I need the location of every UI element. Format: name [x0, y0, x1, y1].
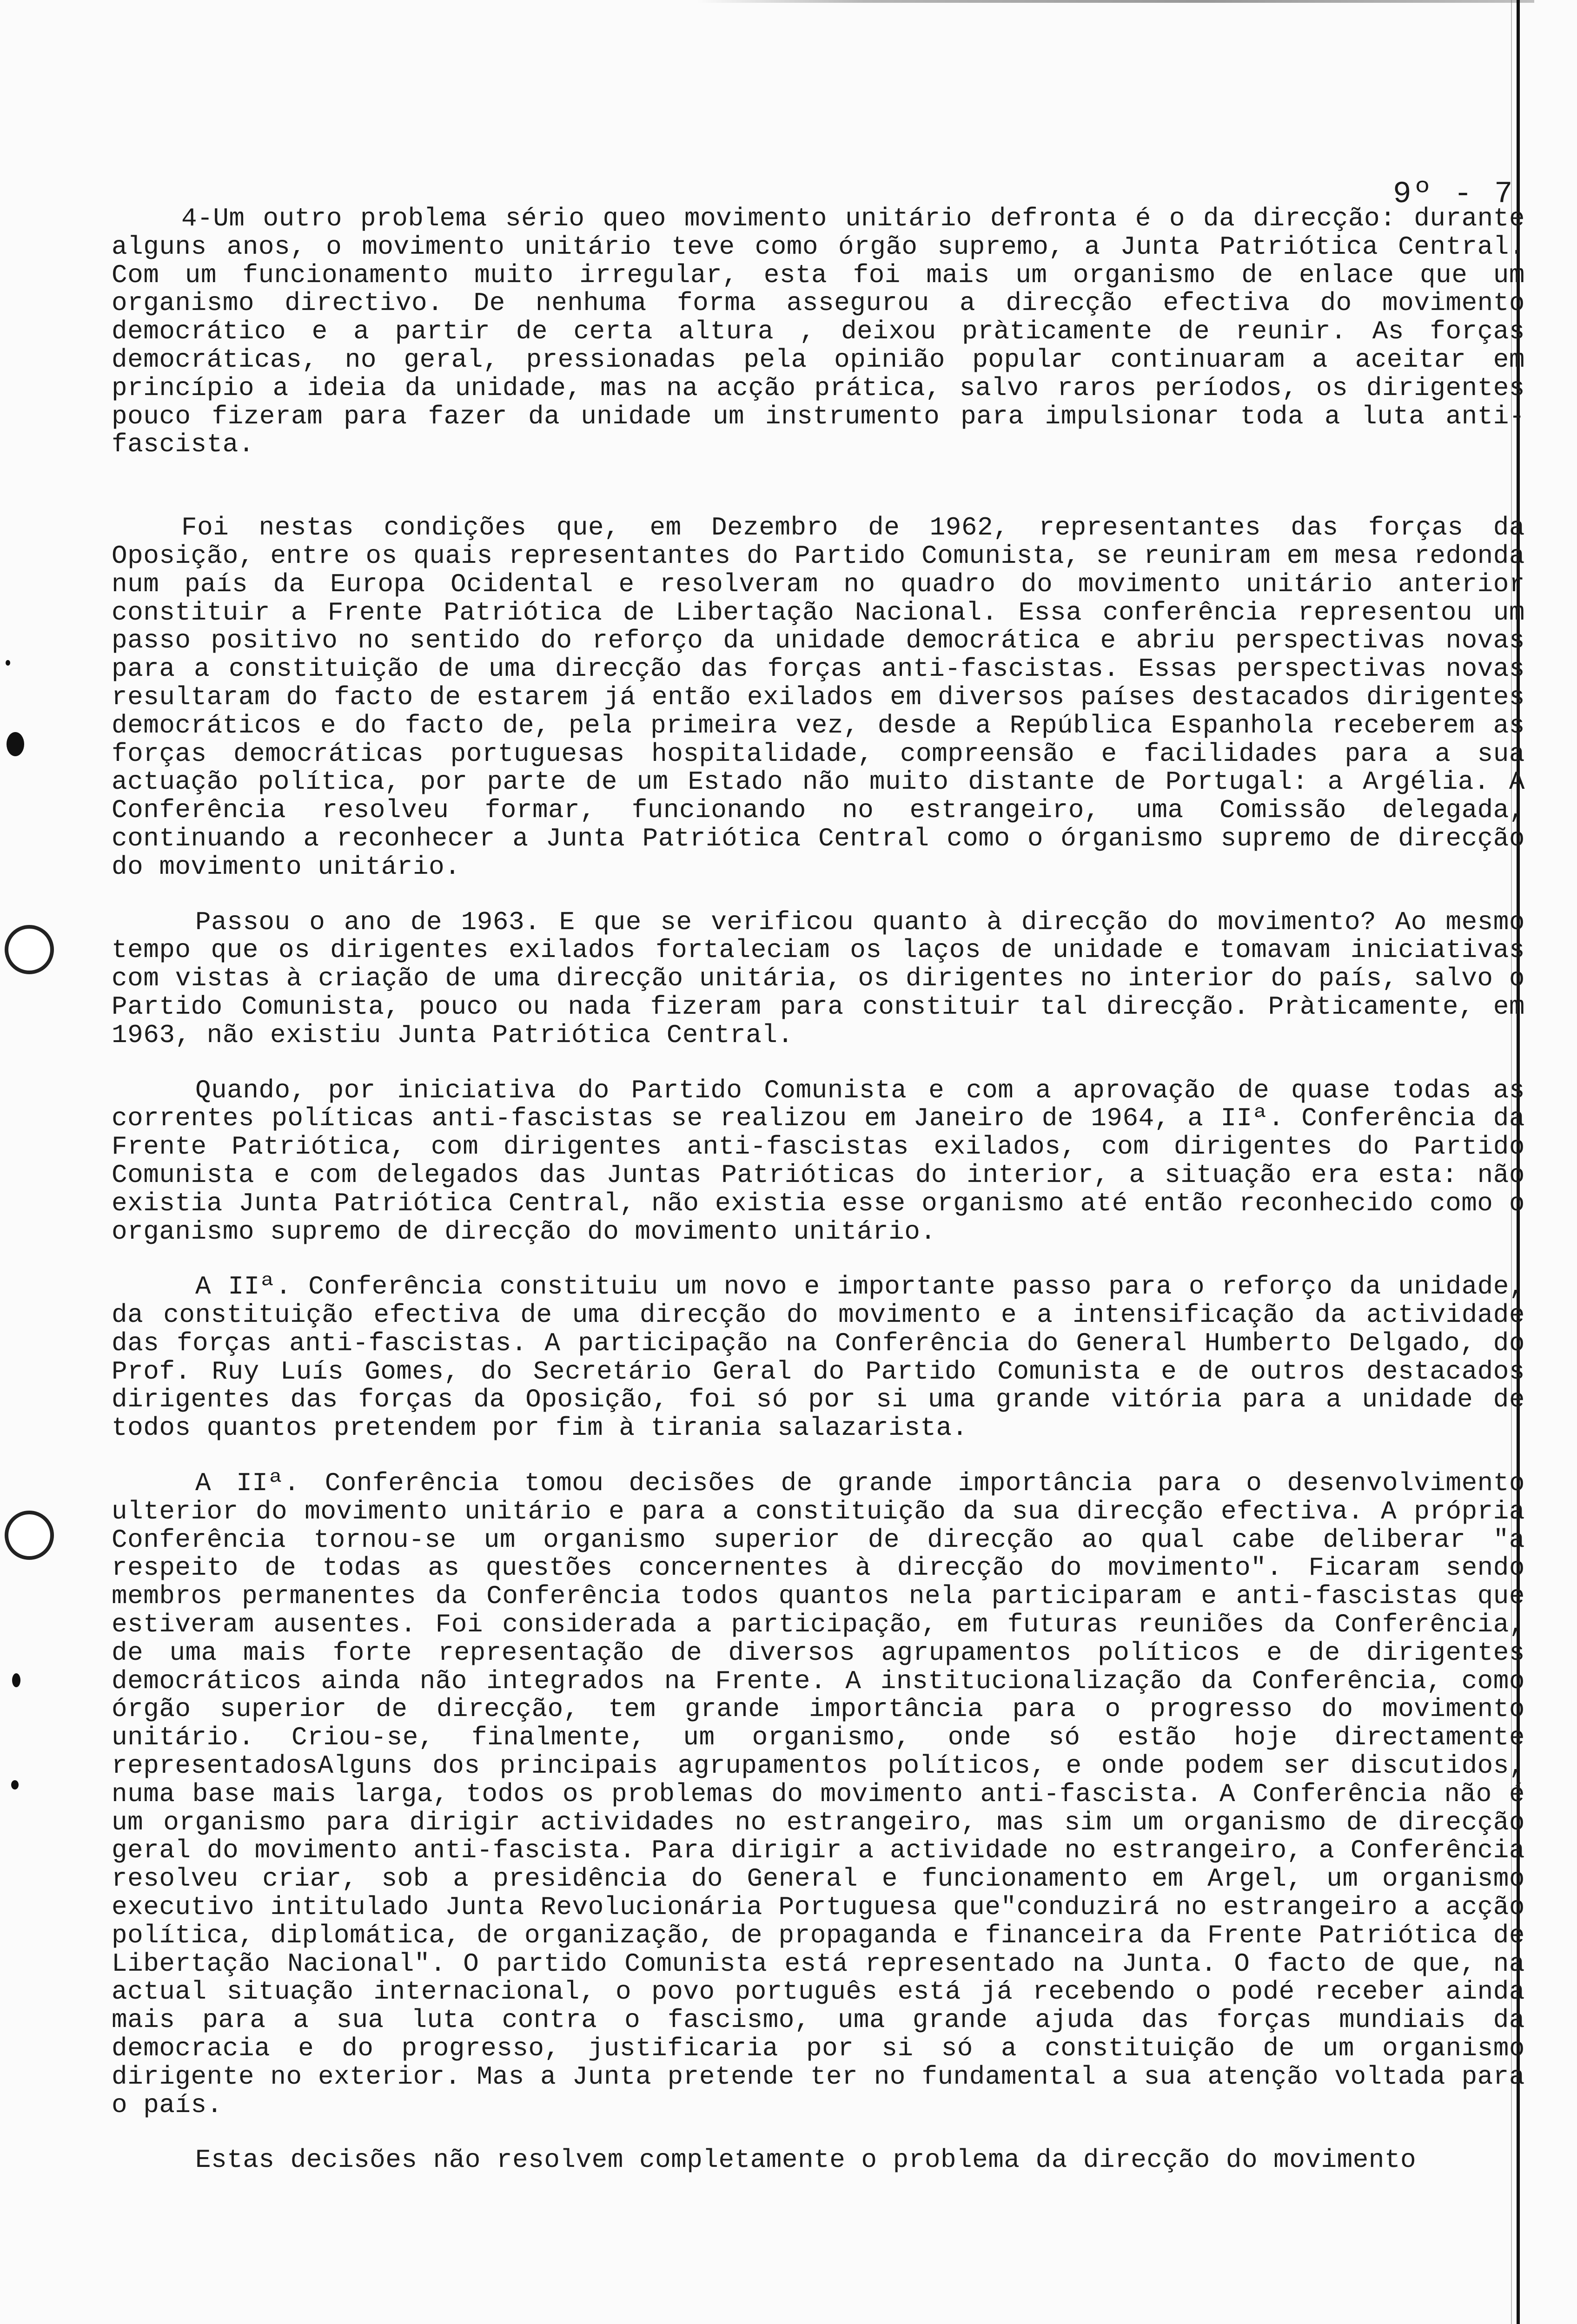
paragraph-text: Quando, por iniciativa do Partido Comunista e com a aprovação de quase todas as correntes políticas anti-fascistas se realizou em Janeiro de 1964, a IIª. Conferência da Frente Patriótica, com dirigentes anti-fascistas exilados, com dirigentes do Partido Comunista e com delegados das Juntas Patrióticas do interior, a situação era esta: não existia Junta Patriótica Central, não existia esse organismo até então reconhecido como o organismo supremo de direcção do movimento unitário.: [112, 1075, 1525, 1247]
binder-hole-icon: [5, 925, 54, 974]
paragraph: [112, 1076, 1525, 1246]
paragraph-text: Foi nestas condições que, em Dezembro de 1962, representantes das forças da Oposição, entre os quais representantes do Partido Comunista, se reuniram em mesa redonda num país da Europa Ocidental e resolveram no quadro do movimento unitário anterior constituir a Frente Patriótica de Libertação Nacional. Essa conferência representou um passo positivo no sentido do reforço da unidade democrática e abriu perspectivas novas para a constituição de uma direcção das forças anti-fascistas. Essas perspectivas novas resultaram do facto de estarem já então exilados em diversos países destacados dirigentes democráticos e do facto de, pela primeira vez, desde a República Espanhola receberem as forças democráticas portuguesas hospitalidade, compreensão e facilidades para a sua actuação política, por parte de um Estado não muito distante de Portugal: a Argélia. A Conferência resolveu formar, funcionando no estrangeiro, uma Comissão delegada, continuando a reconhecer a Junta Patriótica Central como o órganismo supremo de direcção do movimento unitário.: [112, 513, 1525, 882]
binder-hole-icon: [5, 1511, 54, 1560]
paragraph-text: 4-Um outro problema sério queo movimento unitário defronta é o da direcção: durante alguns anos, o movimento unitário teve como órgão supremo, a Junta Patriótica Central. Com um funcionamento muito irregular, esta foi mais um organismo de enlace que um organismo directivo. De nenhuma forma assegurou a direcção efectiva do movimento democrático e a partir de certa altura , deixou pràticamente de reunir. As forças democráticas, no geral, pressionadas pela opinião popular continuaram a aceitar em princípio a ideia da unidade, mas na acção prática, salvo raros períodos, os dirigentes pouco fizeram para fazer da unidade um instrumento para impulsionar toda a luta anti-fascista.: [112, 204, 1525, 460]
ink-mark-icon: [7, 732, 24, 756]
ink-mark-icon: [12, 1673, 20, 1687]
document-body: [112, 205, 1525, 2174]
ink-mark-icon: [6, 660, 10, 666]
paragraph: [112, 1273, 1525, 1442]
paragraph-text: A IIª. Conferência tomou decisões de grande importância para o desenvolvimento ulterior do movimento unitário e para a constituição da sua direcção efectiva. A própria Conferência tornou-se um organismo superior de direcção ao qual cabe deliberar "a respeito de todas as questões concernentes à direcção do movimento". Ficaram sendo membros permanentes da Conferência todos quantos nela participaram e anti-fascistas que estiveram ausentes. Foi considerada a participação, em futuras reuniões da Conferência, de uma mais forte representação de diversos agrupamentos políticos e de dirigentes democráticos ainda não integrados na Frente. A institucionalização da Conferência, como órgão superior de direcção, tem grande importância para o progresso do movimento unitário. Criou-se, finalmente, um organismo, onde só estão hoje directamente representadosAlguns dos principais agrupamentos políticos, e onde podem ser discutidos, numa base mais larga, todos os problemas do movimento anti-fascista. A Conferência não é um organismo para dirigir actividades no estrangeiro, mas sim um organismo de direcção geral do movimento anti-fascista. Para dirigir a actividade no estrangeiro, a Conferência resolveu criar, sob a presidência do General e funcionamento em Argel, um organismo executivo intitulado Junta Revolucionária Portuguesa que"conduzirá no estrangeiro a acção política, diplomática, de organização, de propaganda e financeira da Frente Patriótica de Libertação Nacional". O partido Comunista está representado na Junta. O facto de que, na actual situação internacional, o povo português está já recebendo o podé receber ainda mais para a sua luta contra o fascismo, uma grande ajuda das forças mundiais da democracia e do progresso, justificaria por si só a constituição de um organismo dirigente no exterior. Mas a Junta pretende ter no fundamental a sua atenção voltada para o país.: [112, 1468, 1525, 2120]
ink-mark-icon: [11, 1780, 19, 1789]
paragraph: [112, 2146, 1525, 2174]
scan-top-edge: [697, 0, 1534, 3]
paragraph: [112, 514, 1525, 881]
page-number: 9º - 7: [1393, 177, 1515, 211]
paragraph: [112, 205, 1525, 459]
paragraph-text: A IIª. Conferência constituiu um novo e importante passo para o reforço da unidade, da constituição efectiva de uma direcção do movimento e a intensificação da actividade das forças anti-fascistas. A participação na Conferência do General Humberto Delgado, do Prof. Ruy Luís Gomes, do Secretário Geral do Partido Comunista e de outros destacados dirigentes das forças da Oposição, foi só por si uma grande vitória para a unidade de todos quantos pretendem por fim à tirania salazarista.: [112, 1272, 1525, 1443]
paragraph-text: Estas decisões não resolvem completamente o problema da direcção do movimento: [195, 2145, 1417, 2175]
paragraph-text: Passou o ano de 1963. E que se verificou quanto à direcção do movimento? Ao mesmo tempo que os dirigentes exilados fortaleciam os laços de unidade e tomavam iniciativas com vistas à criação de uma direcção unitária, os dirigentes no interior do país, salvo o Partido Comunista, pouco ou nada fizeram para constituir tal direcção. Pràticamente, em 1963, não existiu Junta Patriótica Central.: [112, 907, 1525, 1050]
paragraph: [112, 908, 1525, 1050]
paragraph: [112, 1469, 1525, 2119]
